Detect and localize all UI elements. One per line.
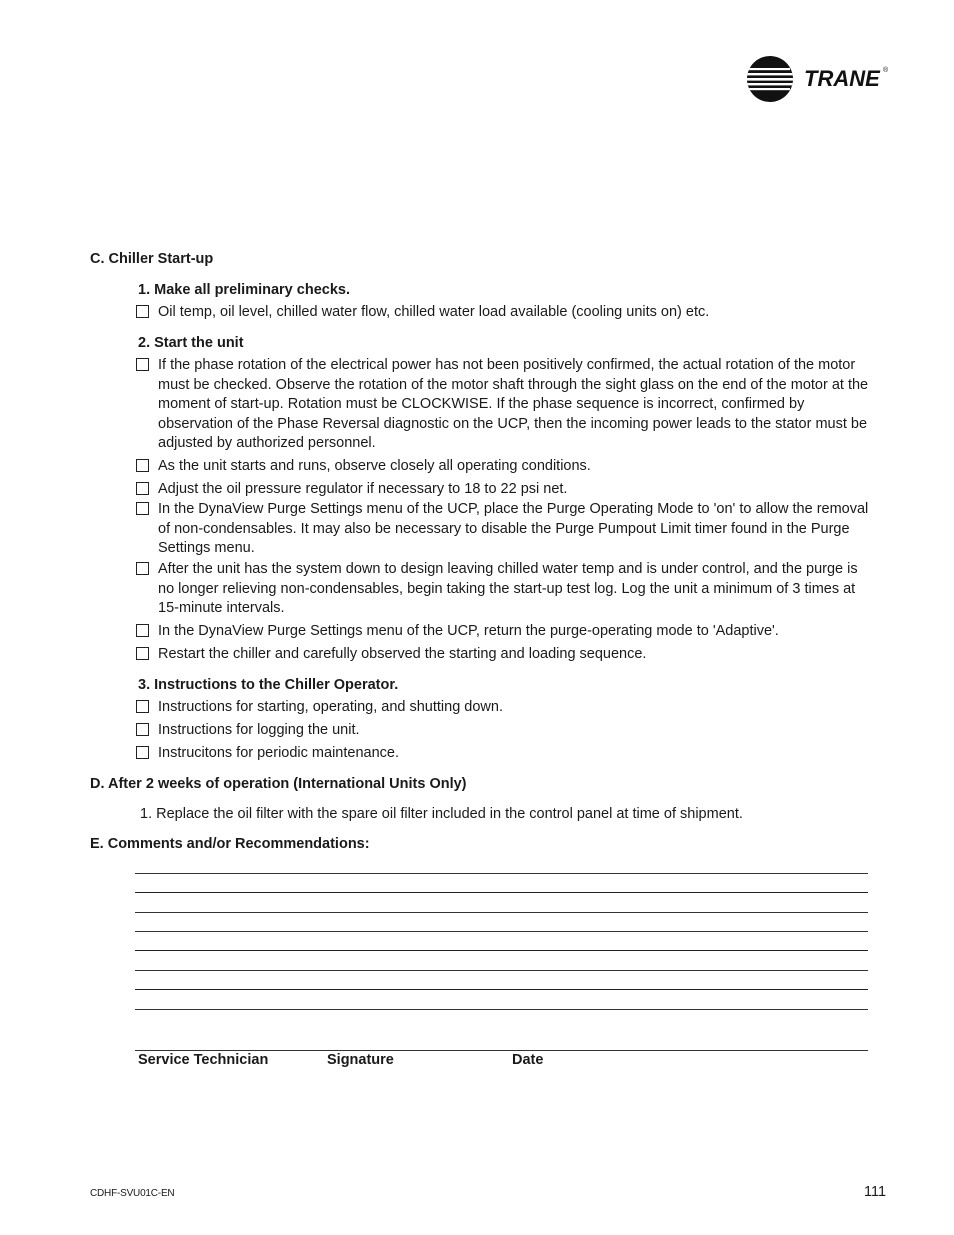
checklist-item [136,356,876,454]
comment-line[interactable] [135,873,868,874]
service-technician-label: Service Technician [138,1052,269,1068]
section-e-heading: E. Comments and/or Recommendations: [90,836,370,852]
comment-line[interactable] [135,989,868,990]
section-d-heading: D. After 2 weeks of operation (International Units Only) [90,776,467,792]
svg-text:®: ® [883,67,889,74]
checklist-item [136,744,876,764]
checkbox[interactable] [136,482,149,495]
checklist-item [136,698,876,718]
signature-line[interactable] [135,1050,868,1051]
page-number: 111 [864,1184,887,1200]
subsection-c3-heading: 3. Instructions to the Chiller Operator. [138,677,399,693]
checklist-item-text: Oil temp, oil level, chilled water flow, chilled water load available (cooling units on) etc. [158,304,710,320]
checklist-item [136,645,876,665]
checkbox[interactable] [136,647,149,660]
comment-line[interactable] [135,970,868,971]
comment-line[interactable] [135,931,868,932]
checkbox[interactable] [136,305,149,318]
checkbox[interactable] [136,624,149,637]
signature-label: Signature [327,1052,394,1068]
comment-line[interactable] [135,892,868,893]
section-d-item: 1. Replace the oil filter with the spare oil filter included in the control panel at time of shipment. [140,806,743,822]
checklist-item-text: In the DynaView Purge Settings menu of the UCP, place the Purge Operating Mode to 'on' to allow the removal of non-condensables. It may also be necessary to disable the Purge Pumpout Limit timer found in the Purge Settings menu. [158,501,869,557]
checkbox[interactable] [136,746,149,759]
document-code: CDHF-SVU01C-EN [90,1188,175,1199]
checklist-item [136,622,876,642]
trane-logo [746,55,891,103]
checklist-item-text: Instrucitons for periodic maintenance. [158,745,399,761]
checklist-item-text: If the phase rotation of the electrical power has not been positively confirmed, the actual rotation of the motor must be checked. Observe the rotation of the motor shaft through the sight glass on the end of the motor at the moment of start-up. Rotation must be CLOCKWISE. If the phase sequence is incorrect, confirmed by observation of the Phase Reversal diagnostic on the UCP, then the incoming power leads to the stator must be adjusted by authorized personnel. [158,357,869,452]
comment-line[interactable] [135,950,868,951]
checkbox[interactable] [136,502,149,515]
checklist-item [136,560,876,619]
checkbox[interactable] [136,358,149,371]
checkbox[interactable] [136,700,149,713]
checkbox[interactable] [136,723,149,736]
checkbox[interactable] [136,562,149,575]
checklist-item-text: Instructions for logging the unit. [158,722,360,738]
subsection-c2-heading: 2. Start the unit [138,335,244,351]
subsection-c1-heading: 1. Make all preliminary checks. [138,282,350,298]
checklist-item-text: After the unit has the system down to design leaving chilled water temp and is under control, and the purge is no longer relieving non-condensables, begin taking the start-up test log. Log the unit a minimum of 3 times at 15-minute intervals. [158,561,858,617]
logo-wordmark: TRANE [804,66,880,91]
checklist-item [136,500,876,559]
checklist-item [136,721,876,741]
checklist-item-text: Restart the chiller and carefully observed the starting and loading sequence. [158,646,647,662]
checklist-item-text: Instructions for starting, operating, and shutting down. [158,699,503,715]
date-label: Date [512,1052,544,1068]
checklist-item-text: Adjust the oil pressure regulator if necessary to 18 to 22 psi net. [158,481,568,497]
checklist-item [136,480,876,500]
comment-line[interactable] [135,1009,868,1010]
checklist-item-text: As the unit starts and runs, observe closely all operating conditions. [158,458,591,474]
section-c-heading: C. Chiller Start-up [90,251,214,267]
comment-line[interactable] [135,912,868,913]
checklist-item-text: In the DynaView Purge Settings menu of the UCP, return the purge-operating mode to 'Adaptive'. [158,623,779,639]
checkbox[interactable] [136,459,149,472]
checklist-item [136,457,876,477]
checklist-item [136,303,876,323]
